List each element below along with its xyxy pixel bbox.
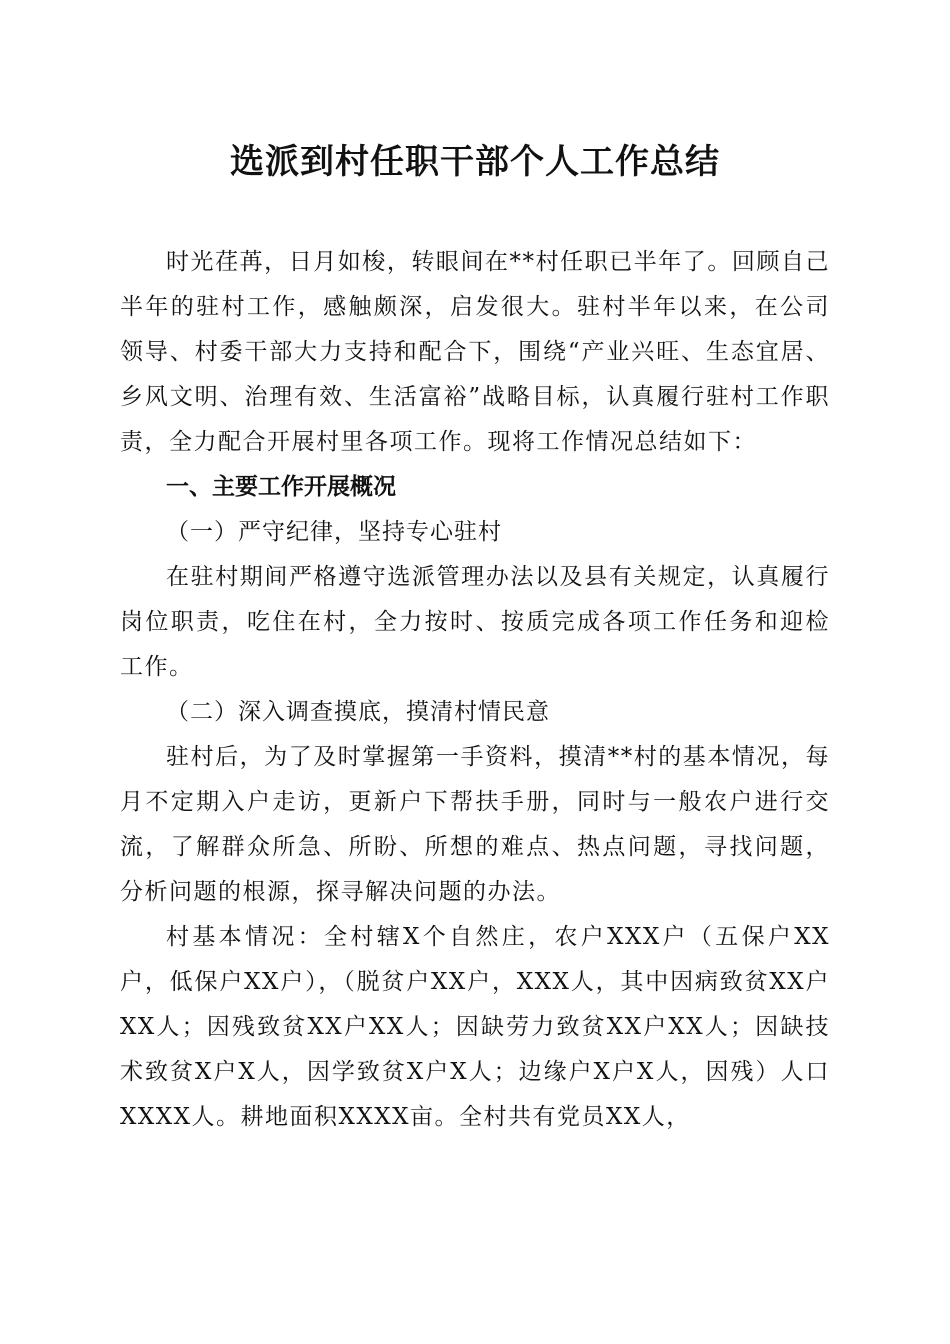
subsection-heading-discipline: （一）严守纪律，坚持专心驻村 (166, 519, 502, 545)
section-heading-main-work: 一、主要工作开展概况 (166, 474, 396, 500)
investigation-paragraph: 驻村后，为了及时掌握第一手资料，摸清**村的基本情况，每月不定期入户走访，更新户下帮扶手册，同时与一般农户进行交流，了解群众所急、所盼、所想的难点、热点问题，寻找问题，分析问题的根源，探寻解决问题的办法。 (120, 744, 830, 905)
discipline-paragraph: 在驻村期间严格遵守选派管理办法以及县有关规定，认真履行岗位职责，吃住在村，全力按时、按质完成各项工作任务和迎检工作。 (120, 564, 830, 680)
document-title: 选派到村任职干部个人工作总结 (230, 142, 720, 182)
village-basic-info-paragraph: 村基本情况：全村辖X个自然庄，农户XXX户（五保户XX户，低保户XX户），（脱贫户XX户，XXX人，其中因病致贫XX户XX人；因残致贫XX户XX人；因缺劳力致贫XX户XX人；因缺技术致贫X户X人，因学致贫X户X人；边缘户X户X人，因残）人口XXXX人。耕地面积XXXX亩。全村共有党员XX人， (120, 924, 830, 1130)
intro-paragraph: 时光荏苒，日月如梭，转眼间在**村任职已半年了。回顾自己半年的驻村工作，感触颇深，启发很大。驻村半年以来，在公司领导、村委干部大力支持和配合下，围绕“产业兴旺、生态宜居、乡风文明、治理有效、生活富裕”战略目标，认真履行驻村工作职责，全力配合开展村里各项工作。现将工作情况总结如下： (120, 249, 830, 455)
subsection-heading-investigation: （二）深入调查摸底，摸清村情民意 (166, 699, 550, 725)
